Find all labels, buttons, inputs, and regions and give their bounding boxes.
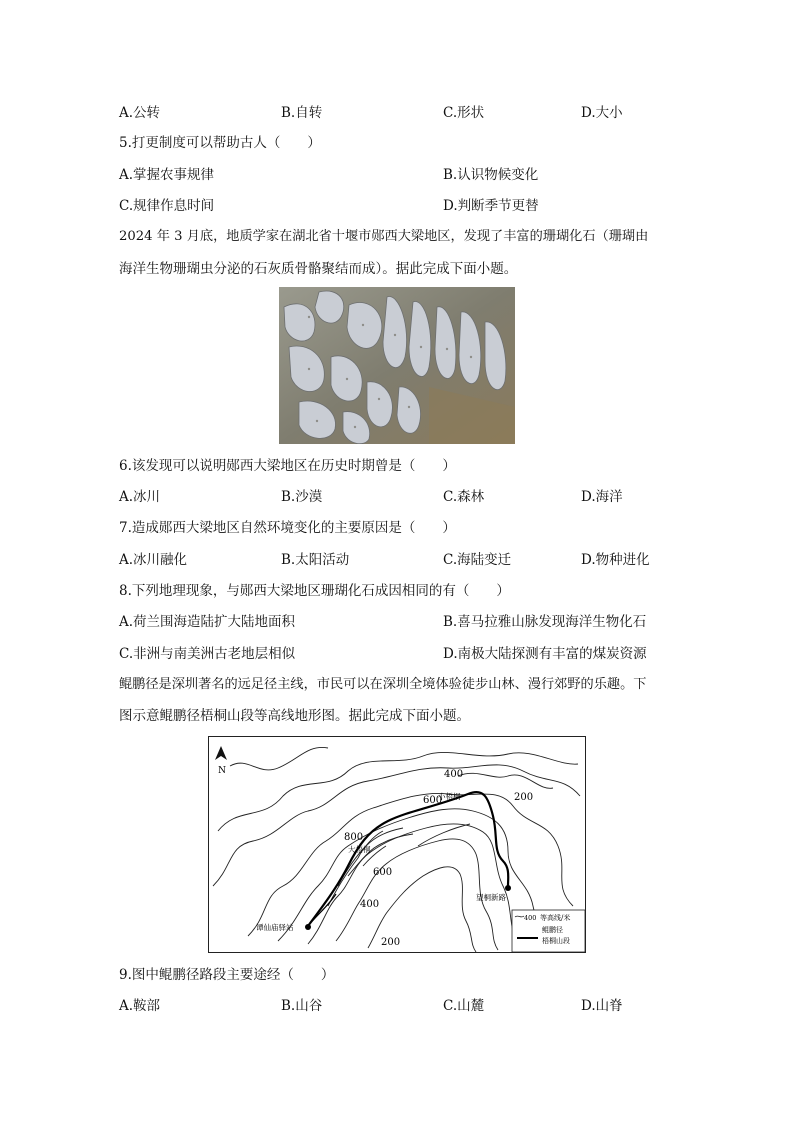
- coral-fossil-photo: [279, 287, 515, 444]
- q7-option-b: B.太阳活动: [281, 552, 350, 568]
- q6-option-d: D.海洋: [581, 489, 623, 505]
- q8-option-b: B.喜马拉雅山脉发现海洋生物化石: [443, 614, 647, 630]
- legend-contour-label: 等高线/米: [540, 914, 571, 922]
- q4-option-d: D.大小: [581, 105, 623, 121]
- q7-option-d: D.物种进化: [581, 552, 650, 568]
- q5-option-a: A.掌握农事规律: [119, 167, 215, 183]
- q4-option-b: B.自转: [281, 105, 323, 121]
- q9-option-c: C.山麓: [443, 998, 485, 1014]
- contour-label: 400: [360, 899, 380, 910]
- contour-label: 400: [444, 769, 464, 780]
- q8-option-c: C.非洲与南美洲古老地层相似: [119, 646, 296, 662]
- q5-option-c: C.规律作息时间: [119, 198, 215, 214]
- q9-option-d: D.山脊: [581, 998, 623, 1014]
- q6-option-c: C.森林: [443, 489, 485, 505]
- q7-option-c: C.海陆变迁: [443, 552, 512, 568]
- map-legend: [512, 910, 585, 952]
- q8-stem: 8.下列地理现象，与郧西大梁地区珊瑚化石成因相同的有（ ）: [119, 583, 510, 599]
- q4-option-c: C.形状: [443, 105, 485, 121]
- contour-map: [208, 736, 586, 953]
- end-point-icon: [505, 885, 511, 891]
- legend-sample-label: 400: [524, 914, 537, 922]
- place-label: 大梧桐: [348, 845, 371, 854]
- place-label: 谭仙庙驿站: [256, 923, 294, 932]
- q5-option-d: D.判断季节更替: [443, 198, 539, 214]
- q4-option-a: A.公转: [119, 105, 161, 121]
- q7-option-a: A.冰川融化: [119, 552, 188, 568]
- q8-option-d: D.南极大陆探测有丰富的煤炭资源: [443, 646, 647, 662]
- contour-label: 200: [514, 792, 534, 803]
- q9-stem: 9.图中鲲鹏径路段主要途经（ ）: [119, 967, 335, 983]
- north-label: N: [218, 766, 226, 776]
- q5-stem: 5.打更制度可以帮助古人（ ）: [119, 135, 321, 151]
- place-label: 望桐新路: [476, 893, 506, 902]
- contour-label: 200: [381, 937, 401, 948]
- place-label: 小梧桐: [438, 792, 461, 801]
- legend-segment-label: 梧桐山段: [542, 937, 570, 945]
- passage1-line1: 2024 年 3 月底，地质学家在湖北省十堰市郧西大梁地区，发现了丰富的珊瑚化石（珊瑚由: [119, 229, 649, 244]
- passage1-line2: 海洋生物珊瑚虫分泌的石灰质骨骼聚结而成）。据此完成下面小题。: [119, 261, 518, 277]
- contour-label: 800: [344, 832, 364, 843]
- passage2-line2: 图示意鲲鹏径梧桐山段等高线地形图。据此完成下面小题。: [119, 708, 470, 724]
- passage2-line1: 鲲鹏径是深圳著名的远足径主线，市民可以在深圳全境体验徒步山林、漫行郊野的乐趣。下: [119, 677, 647, 692]
- q8-option-a: A.荷兰围海造陆扩大陆地面积: [119, 614, 296, 630]
- start-point-icon: [305, 924, 311, 930]
- q5-option-b: B.认识物候变化: [443, 167, 539, 183]
- contour-label: 600: [373, 867, 393, 878]
- q6-option-b: B.沙漠: [281, 489, 323, 505]
- legend-trail-label: 鲲鹏径: [542, 926, 563, 934]
- q6-option-a: A.冰川: [119, 489, 161, 505]
- q6-stem: 6.该发现可以说明郧西大梁地区在历史时期曾是（ ）: [119, 458, 456, 474]
- contour-label: 600: [423, 795, 443, 806]
- q9-option-a: A.鞍部: [119, 998, 161, 1014]
- q7-stem: 7.造成郧西大梁地区自然环境变化的主要原因是（ ）: [119, 520, 456, 536]
- q9-option-b: B.山谷: [281, 998, 323, 1014]
